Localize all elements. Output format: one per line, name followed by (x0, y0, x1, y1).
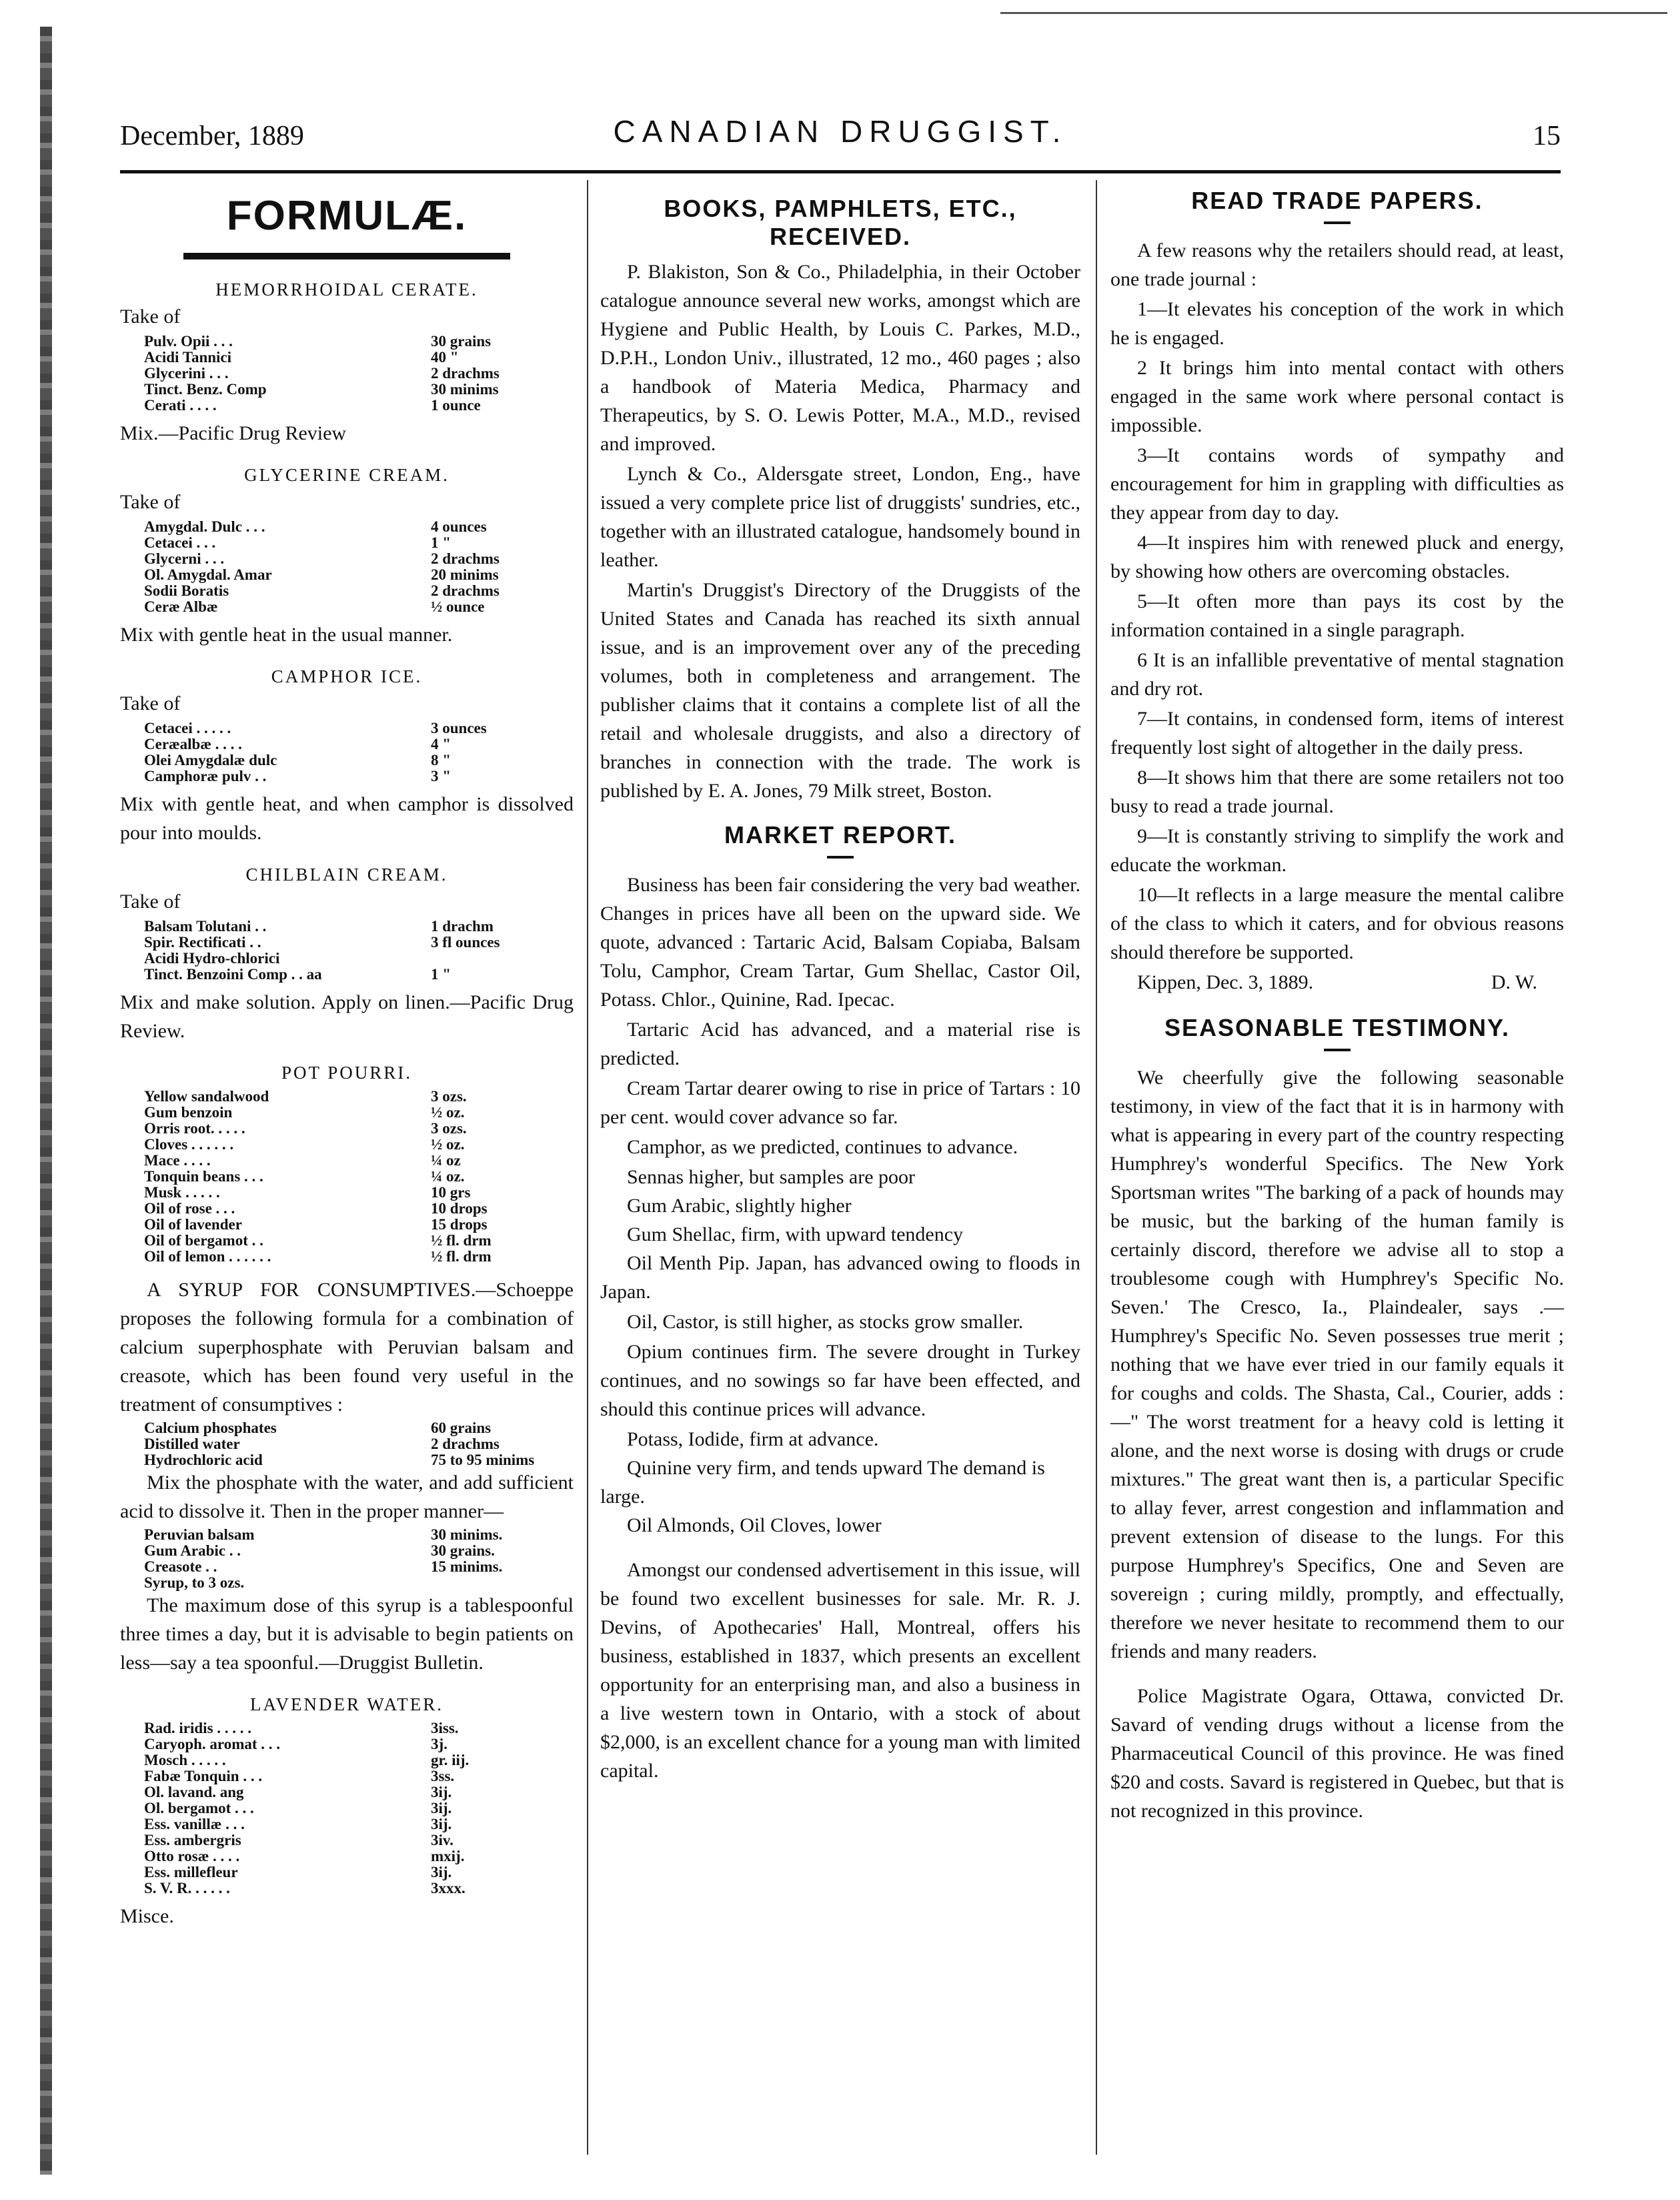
recipe-chilblain-cream (120, 865, 574, 1045)
take-of-label: Take of (120, 491, 181, 513)
recipe-hemorrhoidal-cerate (120, 280, 574, 448)
market-paragraph: Cream Tartar dearer owing to rise in price of Tartars : 10 per cent. would cover advance so far. (600, 1077, 1080, 1128)
ingredient-row: Fabæ Tonquin . . . 3ss. (144, 1768, 455, 1784)
column-trade-papers (1110, 180, 1564, 1826)
reason-item: 8—It shows him that there are some retailers not too busy to read a trade journal. (1110, 766, 1564, 817)
dateline (1110, 968, 1564, 997)
market-paragraph: Opium continues firm. The severe drought in Turkey continues, and no sowings so far have been effected, and should this continue prices will advance. (600, 1341, 1080, 1420)
ingredient-row: Cloves . . . . . . ½ oz. (144, 1136, 465, 1153)
market-paragraph: Oil Menth Pip. Japan, has advanced owing to floods in Japan. (600, 1252, 1080, 1303)
recipe-pot-pourri (120, 1063, 574, 1265)
ingredient-row: Yellow sandalwood 3 ozs. (144, 1088, 467, 1105)
reason-item: 7—It contains, in condensed form, items of interest frequently lost sight of altogether in the daily press. (1110, 708, 1564, 758)
ingredient-row: Ceræ Albæ ½ ounce (144, 598, 485, 615)
reason-item: 1—It elevates his conception of the work in which he is engaged. (1110, 298, 1564, 349)
trade-intro: A few reasons why the retailers should read, at least, one trade journal : (1110, 239, 1564, 290)
recipe-lavender-water (120, 1694, 574, 1931)
column-divider (587, 180, 588, 2155)
ingredient-row: Caryoph. aromat . . . 3j. (144, 1736, 448, 1752)
testimony-title: SEASONABLE TESTIMONY. (1164, 1014, 1511, 1041)
recipe-title: GLYCERINE CREAM. (244, 465, 450, 485)
ingredient-row: Balsam Tolutani . . 1 drachm (144, 918, 494, 935)
books-paragraph: P. Blakiston, Son & Co., Philadelphia, in their October catalogue announce several new works, amongst which are Hygiene and Public Health, by Louis C. Parkes, M.D., D.P.H., London Univ., illustrated, 12 mo., 460 pages ; also a handbook of Materia Medica, Pharmacy and Therapeutics, by S. O. Lewis Potter, M.A., M.D., revised and improved. (600, 261, 1080, 455)
ingredient-row: Mace . . . . ¼ oz (144, 1152, 461, 1169)
take-of-label: Take of (120, 891, 181, 913)
header-rule (120, 170, 1561, 173)
ingredient-row: Cerati . . . . 1 ounce (144, 397, 481, 414)
market-paragraph: Tartaric Acid has advanced, and a material rise is predicted. (600, 1019, 1080, 1069)
syrup-intro: A SYRUP FOR CONSUMPTIVES.—Schoeppe proposes the following formula for a combination of calcium superphosphate with Peruvian balsam and creasote, which has been found very useful in the treatment of consumptives : (120, 1279, 574, 1416)
reason-item: 2 It brings him into mental contact with others engaged in the same work where personal contact is impossible. (1110, 357, 1564, 436)
ingredient-row: Oil of lemon . . . . . . ½ fl. drm (144, 1248, 492, 1265)
column-divider (1096, 180, 1097, 2155)
ingredient-row: Tonquin beans . . . ¼ oz. (144, 1168, 465, 1185)
ingredient-row: Spir. Rectificati . . 3 fl ounces (144, 934, 500, 951)
recipe-note: Mix with gentle heat in the usual manner. (120, 624, 453, 646)
take-of-label: Take of (120, 692, 181, 714)
recipe-note: Mix.—Pacific Drug Review (120, 422, 347, 444)
title-dash (1324, 221, 1351, 224)
testimony-paragraph: We cheerfully give the following seasonable testimony, in view of the fact that it is in harmony with what is appearing in every part of the country respecting Humphrey's wonderful Specifics. The New York Sportsman writes "The barking of a pack of hounds may be music, but the barking of the human family is certainly discord, therefore we advise all to stop a troublesome cough with Humphrey's Specific No. Seven.' The Cresco, Ia., Plaindealer, says .— Humphrey's Specific No. Seven possesses true merit ; nothing that we have ever tried in our family equals it for coughs and colds. The Shasta, Cal., Courier, adds :—" The worst treatment for a heavy cold is letting it alone, and the next worse is dosing with drugs or crude mixtures." The great want then is, a particular Specific to allay fever, arrest congestion and inflammation and prevent extension of disease to the lungs. For this purpose Humphrey's Specifics, One and Seven are sovereign ; curing mildly, promptly, and effectually, therefore we never hesitate to recommend them to our friends and many readers. (1110, 1067, 1564, 1662)
police-paragraph: Police Magistrate Ogara, Ottawa, convicted Dr. Savard of vending drugs without a license from the Pharmaceutical Council of this province. He was fined $20 and costs. Savard is registered in Quebec, but that is not recognized in this province. (1110, 1685, 1564, 1822)
recipe-title: LAVENDER WATER. (249, 1694, 444, 1714)
top-edge-rule (1000, 12, 1667, 14)
recipe-note: Mix with gentle heat, and when camphor is dissolved pour into moulds. (120, 793, 574, 844)
syrup-dose: The maximum dose of this syrup is a tablespoonful three times a day, but it is advisable to begin patients on less—say a tea spoonful.—Druggist Bulletin. (120, 1594, 574, 1674)
recipe-camphor-ice (120, 666, 574, 847)
author-initials: D. W. (1491, 971, 1537, 993)
market-paragraph: Oil, Castor, is still higher, as stocks grow smaller. (627, 1311, 1024, 1333)
recipe-glycerine-cream (120, 465, 574, 649)
ingredient-row: Orris root. . . . . 3 ozs. (144, 1120, 467, 1137)
ingredient-row: Olei Amygdalæ dulc 8 " (144, 752, 452, 768)
syrup-instructions: Mix the phosphate with the water, and add sufficient acid to dissolve it. Then in the proper manner— (120, 1472, 574, 1522)
recipe-note: Mix and make solution. Apply on linen.—Pacific Drug Review. (120, 991, 574, 1042)
title-rule (183, 253, 510, 259)
books-paragraph: Lynch & Co., Aldersgate street, London, Eng., have issued a very complete price list of druggists' sundries, etc., together with an illustrated catalogue, handsomely bound in leather. (600, 463, 1080, 571)
reason-item: 9—It is constantly striving to simplify the work and educate the workman. (1110, 825, 1564, 876)
market-line: Oil Almonds, Oil Cloves, lower (627, 1514, 882, 1536)
ingredient-row: Peruvian balsam 30 minims. (144, 1526, 503, 1543)
issue-date: December, 1889 (120, 121, 304, 151)
ingredient-row: Acidi Tannici 40 " (144, 349, 459, 366)
ingredient-row: Glycerni . . . 2 drachms (144, 550, 500, 567)
ingredient-row: Ess. millefleur 3ij. (144, 1864, 452, 1880)
reason-item: 10—It reflects in a large measure the mental calibre of the class to which it caters, and for obvious reasons should therefore be supported. (1110, 884, 1564, 963)
ingredient-row: Ol. lavand. ang 3ij. (144, 1784, 452, 1800)
ingredient-row: Glycerini . . . 2 drachms (144, 365, 500, 382)
trade-papers-title: READ TRADE PAPERS. (1191, 187, 1483, 214)
take-of-label: Take of (120, 306, 181, 328)
recipe-note: Misce. (120, 1905, 174, 1927)
ingredient-row: Creasote . . 15 minims. (144, 1558, 503, 1575)
market-paragraph: Camphor, as we predicted, continues to advance. (627, 1136, 1018, 1158)
ingredient-row: Ol. bergamot . . . 3ij. (144, 1800, 452, 1816)
ingredient-row: Pulv. Opii . . . 30 grains (144, 333, 492, 350)
ingredient-row: Cetacei . . . . . 3 ounces (144, 720, 487, 736)
recipe-title: CHILBLAIN CREAM. (245, 865, 448, 885)
ingredient-row: Tinct. Benz. Comp 30 minims (144, 381, 499, 398)
market-line: Sennas higher, but samples are poor (627, 1166, 916, 1188)
ingredient-row: Musk . . . . . 10 grs (144, 1184, 471, 1201)
title-dash (1324, 1049, 1351, 1051)
ingredient-row: Ess. vanillæ . . . 3ij. (144, 1816, 452, 1832)
page-header (120, 113, 1561, 160)
ingredient-row: Gum Arabic . . 30 grains. (144, 1542, 495, 1559)
ingredient-row: Oil of lavender 15 drops (144, 1216, 488, 1233)
advertisement-paragraph: Amongst our condensed advertisement in this issue, will be found two excellent businesses for sale. Mr. R. J. Devins, of Apothecaries' Hall, Montreal, offers his business, established in 1837, which presents an excellent opportunity for an enterprising man, and also a business in a live western town in Ontario, with a stock of about $2,000, is an excellent chance for a young man with limited capital. (600, 1559, 1080, 1782)
column-formulae (120, 180, 574, 1935)
ingredient-row: Syrup, to 3 ozs. (144, 1574, 245, 1591)
ingredient-row: Acidi Hydro-chlorici (144, 950, 280, 967)
ingredient-row: Ceræalbæ . . . . 4 " (144, 736, 452, 752)
ingredient-row: Rad. iridis . . . . . 3iss. (144, 1720, 459, 1736)
market-line: Gum Arabic, slightly higher (627, 1195, 852, 1217)
title-dash (827, 856, 854, 859)
ingredient-row: Oil of rose . . . 10 drops (144, 1200, 488, 1217)
ingredient-row: Distilled water 2 drachms (144, 1436, 500, 1452)
ingredient-row: Camphoræ pulv . . 3 " (144, 768, 452, 784)
books-title: BOOKS, PAMPHLETS, ETC., RECEIVED. (664, 195, 1017, 250)
reason-item: 6 It is an infallible preventative of mental stagnation and dry rot. (1110, 649, 1564, 700)
ingredient-row: Oil of bergamot . . ½ fl. drm (144, 1232, 492, 1249)
ingredient-row: Calcium phosphates 60 grains (144, 1420, 492, 1436)
reason-item: 4—It inspires him with renewed pluck and energy, by showing how others are overcoming obstacles. (1110, 532, 1564, 582)
column-books-market (600, 180, 1080, 1786)
market-line: Potass, Iodide, firm at advance. (627, 1428, 879, 1450)
ingredient-row: Ess. ambergris 3iv. (144, 1832, 454, 1848)
recipe-title: POT POURRI. (281, 1063, 413, 1083)
publication-title: CANADIAN DRUGGIST. (613, 114, 1068, 149)
reason-item: 3—It contains words of sympathy and encouragement for him in grappling with difficulties as they appear from day to day. (1110, 444, 1564, 524)
recipe-title: HEMORRHOIDAL CERATE. (215, 280, 478, 300)
formulae-title: FORMULÆ. (226, 193, 468, 239)
market-line: Gum Shellac, firm, with upward tendency (627, 1223, 964, 1245)
ingredient-row: S. V. R. . . . . . 3xxx. (144, 1880, 466, 1896)
page-number: 15 (1533, 121, 1561, 151)
ingredient-row: Hydrochloric acid 75 to 95 minims (144, 1452, 535, 1468)
binding-edge (40, 27, 52, 2175)
ingredient-row: Sodii Boratis 2 drachms (144, 582, 500, 599)
reason-item: 5—It often more than pays its cost by the information contained in a single paragraph. (1110, 590, 1564, 641)
market-line: Quinine very firm, and tends upward The demand is large. (600, 1457, 1045, 1508)
ingredient-row: Cetacei . . . 1 " (144, 534, 452, 551)
market-paragraph: Business has been fair considering the very bad weather. Changes in prices have all been on the upward side. We quote, advanced : Tartaric Acid, Balsam Copiaba, Balsam Tolu, Camphor, Cream Tartar, Gum Shellac, Castor Oil, Potass. Chlor., Quinine, Rad. Ipecac. (600, 874, 1080, 1011)
dateline-place: Kippen, Dec. 3, 1889. (1137, 971, 1314, 993)
books-paragraph: Martin's Druggist's Directory of the Druggists of the United States and Canada has reached its sixth annual issue, and is an improvement over any of the preceding volumes, both in completeness and arrangement. The publisher claims that it contains a complete list of all the retail and wholesale druggists, and also a directory of branches in connection with the trade. The work is published by E. A. Jones, 79 Milk street, Boston. (600, 579, 1080, 802)
ingredient-row: Tinct. Benzoini Comp . . aa 1 " (144, 966, 452, 983)
ingredient-row: Ol. Amygdal. Amar 20 minims (144, 566, 499, 583)
syrup-for-consumptives (120, 1275, 574, 1677)
ingredient-row: Mosch . . . . . gr. iij. (144, 1752, 470, 1768)
recipe-title: CAMPHOR ICE. (271, 666, 423, 686)
ingredient-row: Gum benzoin ½ oz. (144, 1104, 465, 1121)
market-title: MARKET REPORT. (724, 821, 956, 849)
ingredient-row: Otto rosæ . . . . mxij. (144, 1848, 465, 1864)
ingredient-row: Amygdal. Dulc . . . 4 ounces (144, 518, 487, 535)
